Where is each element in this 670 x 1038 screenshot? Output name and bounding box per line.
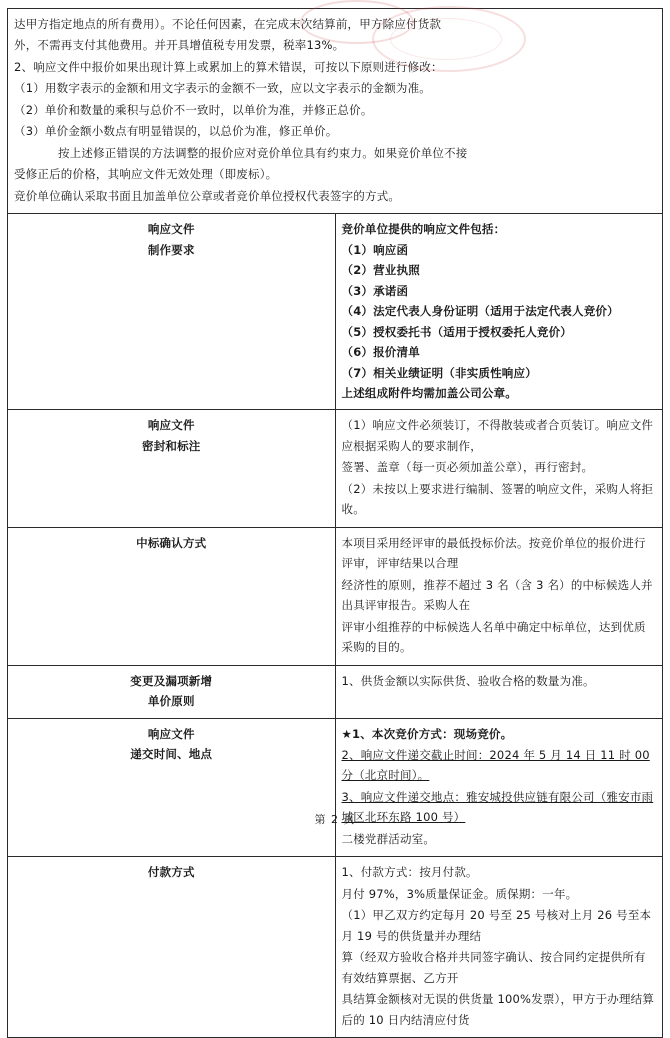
clause-line: （3）承诺函 [341,283,409,298]
clause-line: （3）单价金额小数点有明显错误的，以总价为准，修正单价。 [14,124,338,139]
response-doc-preparation-cell [335,214,663,410]
label-line: 变更及漏项新增 [130,673,213,688]
clause-line: 评审小组推荐的中标候选人名单中确定中标单位，达到优质采购的目的。 [341,619,646,655]
clause-line: ★1、本次竞价方式：现场竞价。 [341,726,513,741]
table-row [8,857,663,1038]
table-row [8,718,663,857]
clause-line: 1、供货金额以实际供货、验收合格的数量为准。 [341,673,595,688]
page-number-footer: 第 2 页 [314,813,356,826]
clause-line: 二楼党群活动室。 [341,831,436,846]
clause-line: 达甲方指定地点的所有费用）。不论任何因素，在完成末次结算前，甲方除应付货款 [14,17,442,31]
table-row [8,410,663,527]
clause-line: 按上述修正错误的方法调整的报价应对竞价单位具有约束力。如果竞价单位不接 [58,145,468,160]
label-line: 递交时间、地点 [130,747,213,761]
clause-line: （2）未按以上要求进行编制、签署的响应文件，采购人将拒收。 [341,481,654,517]
row-label-award-confirmation [8,527,336,665]
clause-line: 竞价单位确认采取书面且加盖单位公章或者竞价单位授权代表签字的方式。 [14,188,401,203]
clause-line: （1）响应文件必须装订，不得散装或者合页装订。响应文件应根据采购人的要求制作， [341,418,654,453]
clause-line: 1、付款方式：按月付款。 [341,865,478,880]
payment-method-cell [335,857,663,1038]
clause-line: 具结算金额核对无误的供货量 100%发票），甲方于办理结算后的 10 日内结清应付货 [341,992,655,1027]
clause-line: 竞价单位提供的响应文件包括： [341,222,506,237]
clause-continuation-cell [8,9,663,214]
clause-line: 受修正后的价格，其响应文件无效处理（即废标）。 [14,167,278,182]
clause-line: 2、响应文件递交截止时间：2024 年 5 月 14 日 11 时 00 分（北京时间）。 [341,748,650,783]
response-doc-sealing-cell [335,410,663,527]
clause-line: （1）甲乙双方约定每月 20 号至 25 号核对上月 26 号至本月 19 号的供货量并办理结 [341,908,652,943]
clause-line: 外，不需再支付其他费用。并开具增值税专用发票，税率13%。 [14,38,345,53]
row-label-response-doc-preparation [8,214,336,410]
clause-line: 上述组成附件均需加盖公司公章。 [341,385,517,400]
clause-line: 经济性的原则，推荐不超过 3 名（含 3 名）的中标候选人并出具评审报告。采购人在 [341,577,653,613]
table-row [8,9,663,214]
row-label-payment-method [8,857,336,1038]
table-row [8,665,663,718]
table-row [8,527,663,665]
clause-line: （5）授权委托书（适用于授权委托人竞价） [341,324,572,339]
clause-line: （2）营业执照 [341,263,420,278]
clause-line: （1）响应函 [341,242,409,257]
clause-line: 2、响应文件中报价如果出现计算上或累加上的算术错误，可按以下原则进行修改： [14,59,443,74]
award-confirmation-cell [335,527,663,665]
clause-line: （6）报价清单 [341,345,420,360]
clause-line: （2）单价和数量的乘积与总价不一致时，以单价为准，并修正总价。 [14,102,373,117]
label-line: 制作要求 [147,242,195,257]
label-line: 响应文件 [147,222,195,237]
row-label-change-price-principle [8,665,336,718]
clause-line: 3、响应文件递交地点：雅安城投供应链有限公司（雅安市雨城区北环东路 100 号） [341,789,654,825]
clause-line: （1）用数字表示的金额和用文字表示的金额不一致，应以文字表示的金额为准。 [14,81,432,96]
clause-line: 签署、盖章（每一页必须加盖公章），再行密封。 [341,460,594,475]
label-line: 中标确认方式 [136,535,207,550]
clause-line: 月付 97%，3%质量保证金。质保期：一年。 [341,886,578,901]
label-line: 付款方式 [147,865,195,880]
contract-terms-table [7,8,663,1038]
clause-line: （4）法定代表人身份证明（适用于法定代表人竞价） [341,304,619,319]
clause-line: 本项目采用经评审的最低投标价法。按竞价单位的报价进行评审，评审结果以合理 [341,535,646,571]
label-line: 响应文件 [147,418,195,433]
row-label-response-doc-sealing [8,410,336,527]
label-line: 响应文件 [147,726,195,741]
label-line: 单价原则 [147,694,195,709]
table-row [8,214,663,410]
change-price-principle-cell [335,665,663,718]
table-body [8,9,663,1038]
label-line: 密封和标注 [142,438,201,453]
row-label-submission-time-place [8,718,336,857]
submission-time-place-cell [335,718,663,857]
clause-line: 算（经双方验收合格并共同签字确认、按合同约定提供所有有效结算票据、乙方开 [341,950,646,985]
clause-line: （7）相关业绩证明（非实质性响应） [341,365,537,380]
